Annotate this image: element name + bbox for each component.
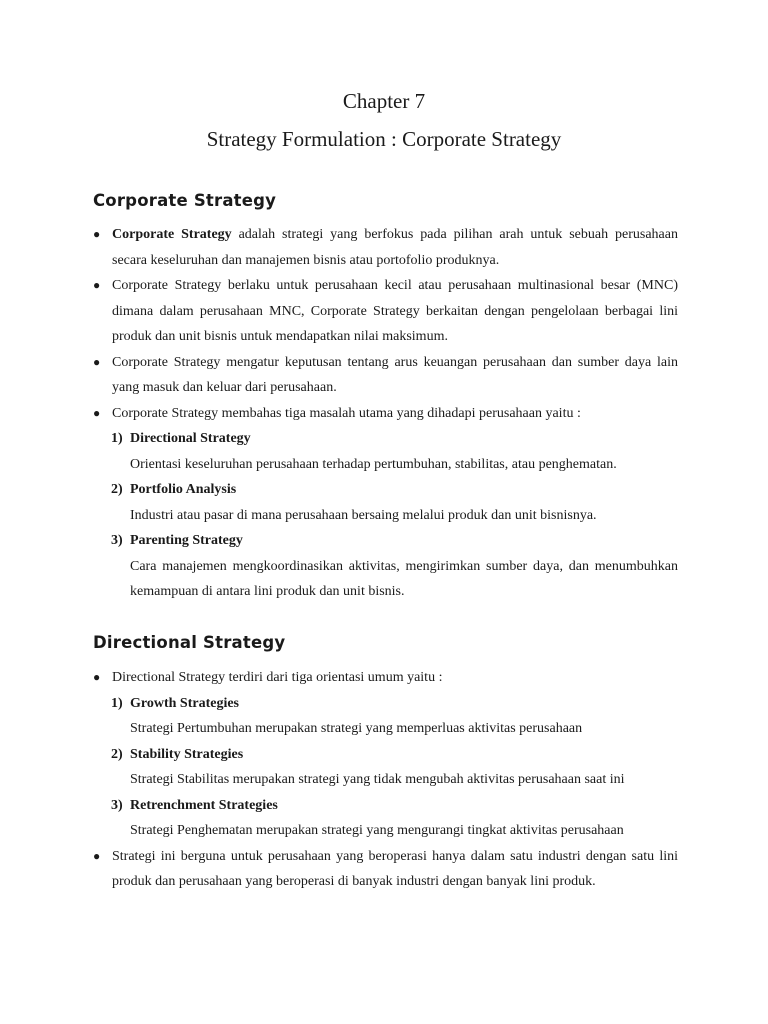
section-heading-corporate-strategy: Corporate Strategy xyxy=(93,191,277,210)
bullet-paragraph xyxy=(93,273,678,350)
paragraph-text: adalah strategi yang berfokus pada pilihan arah untuk sebuah perusahaan secara keseluruhan dan manajemen bisnis atau portofolio produknya. xyxy=(112,227,678,268)
bullet-paragraph xyxy=(93,665,678,691)
bullet-icon: ● xyxy=(93,354,101,369)
bullet-icon: ● xyxy=(93,278,101,292)
bullet-icon: ● xyxy=(93,227,101,241)
numbered-item-title: 3) Parenting Strategy xyxy=(111,533,243,548)
numbered-item-title: 2) Stability Strategies xyxy=(111,746,244,762)
chapter-subtitle: Strategy Formulation : Corporate Strategy xyxy=(206,127,562,151)
bullet-paragraph xyxy=(93,222,678,273)
numbered-item-title: 3) Retrenchment Strategies xyxy=(111,797,278,813)
bullet-icon: ● xyxy=(93,405,101,420)
paragraph-text: Corporate Strategy berlaku untuk perusahaan kecil atau perusahaan multinasional besar (MNC) dimana dalam perusahaan MNC, Corporate Strategy berkaitan dengan pengelolaan berbagai lini produk dan unit bisnis untuk mendapatkan nilai maksimum. xyxy=(112,278,678,344)
numbered-item-title: 2) Portfolio Analysis xyxy=(111,482,237,497)
numbered-item-title: 1) Growth Strategies xyxy=(111,695,239,711)
bold-term: Corporate Strategy xyxy=(112,227,232,242)
numbered-item-description: Strategi Penghematan merupakan strategi yang mengurangi tingkat aktivitas perusahaan xyxy=(130,823,624,838)
chapter-title: Chapter 7 xyxy=(342,89,426,113)
bullet-paragraph xyxy=(93,350,678,401)
section-directional-strategy-body xyxy=(93,665,678,895)
section-corporate-strategy-body xyxy=(93,222,678,605)
numbered-item-description: Strategi Pertumbuhan merupakan strategi yang memperluas aktivitas perusahaan xyxy=(130,721,583,736)
section-heading-directional-strategy: Directional Strategy xyxy=(93,633,286,652)
bullet-paragraph xyxy=(93,401,678,427)
bullet-icon: ● xyxy=(93,848,101,863)
bullet-paragraph xyxy=(93,844,678,895)
bullet-icon: ● xyxy=(93,670,101,684)
numbered-item-description: Orientasi keseluruhan perusahaan terhadap pertumbuhan, stabilitas, atau penghematan. xyxy=(130,456,617,472)
numbered-item-description: Cara manajemen mengkoordinasikan aktivitas, mengirimkan sumber daya, dan menumbuhkan kemampuan di antara lini produk dan unit bisnis. xyxy=(130,558,678,599)
paragraph-text: Corporate Strategy membahas tiga masalah utama yang dihadapi perusahaan yaitu : xyxy=(112,405,581,421)
paragraph-text: Strategi ini berguna untuk perusahaan yang beroperasi hanya dalam satu industri dengan satu lini produk dan perusahaan yang beroperasi di banyak industri dengan banyak lini produk. xyxy=(112,848,678,889)
paragraph-text: Corporate Strategy mengatur keputusan tentang arus keuangan perusahaan dan sumber daya lain yang masuk dan keluar dari perusahaan. xyxy=(112,354,678,395)
numbered-item-title: 1) Directional Strategy xyxy=(111,431,251,446)
numbered-item-description: Strategi Stabilitas merupakan strategi yang tidak mengubah aktivitas perusahaan saat ini xyxy=(130,772,625,787)
numbered-item-description: Industri atau pasar di mana perusahaan bersaing melalui produk dan unit bisnisnya. xyxy=(130,507,597,523)
paragraph-text: Directional Strategy terdiri dari tiga orientasi umum yaitu : xyxy=(112,670,443,685)
